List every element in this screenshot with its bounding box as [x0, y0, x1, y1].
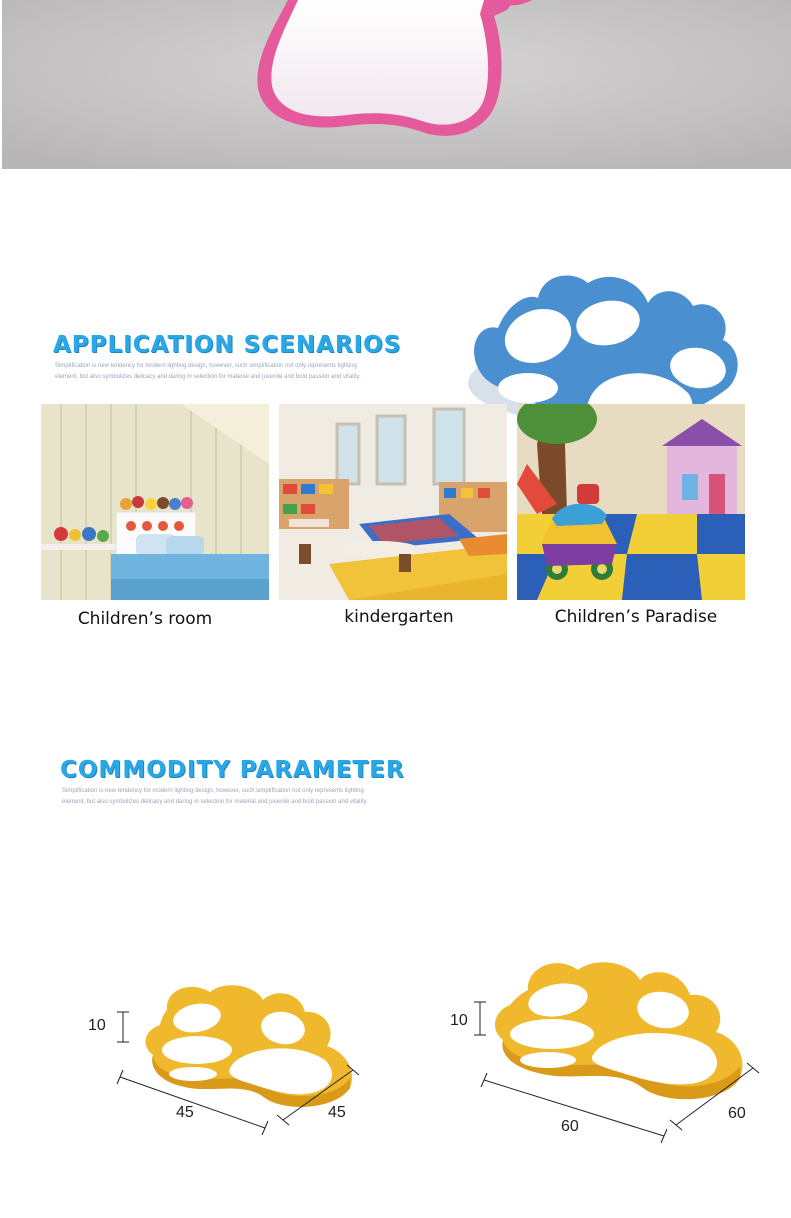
childrens-room-photo [41, 404, 269, 600]
product-45-diagram [105, 970, 365, 1140]
pink-paw-lamp-image [2, 0, 791, 169]
caption-childrens-paradise: Children’s Paradise [554, 607, 718, 627]
hero-banner [2, 0, 791, 169]
product-60-depth-label: 60 [728, 1105, 746, 1122]
product-45-depth-label: 45 [328, 1104, 346, 1121]
product-60-width-label: 60 [561, 1118, 579, 1135]
parameter-title: COMMODITY PARAMETER [60, 757, 405, 783]
caption-kindergarten: kindergarten [344, 607, 454, 627]
caption-childrens-room: Children’s room [77, 609, 213, 629]
product-45-height-label: 10 [88, 1017, 106, 1034]
product-60-diagram [468, 950, 768, 1150]
parameter-description: Simplification is new tendency for modern lighting design, however, such simplification not only represents lighting element, but also symbolizes delicacy and daring in selection for material and juvenile and bold passion and vitality. [62, 788, 368, 805]
product-60-height-label: 10 [450, 1012, 468, 1029]
application-title: APPLICATION SCENARIOS [53, 332, 402, 358]
product-45-width-label: 45 [176, 1104, 194, 1121]
kindergarten-photo [279, 404, 507, 600]
application-description: Simplification is new tendency for modern lighting design, however, such simplification not only represents lighting element, but also symbolizes delicacy and daring in selection for material and juvenile and bold passion and vitality. [55, 363, 361, 380]
childrens-paradise-photo [517, 404, 745, 600]
